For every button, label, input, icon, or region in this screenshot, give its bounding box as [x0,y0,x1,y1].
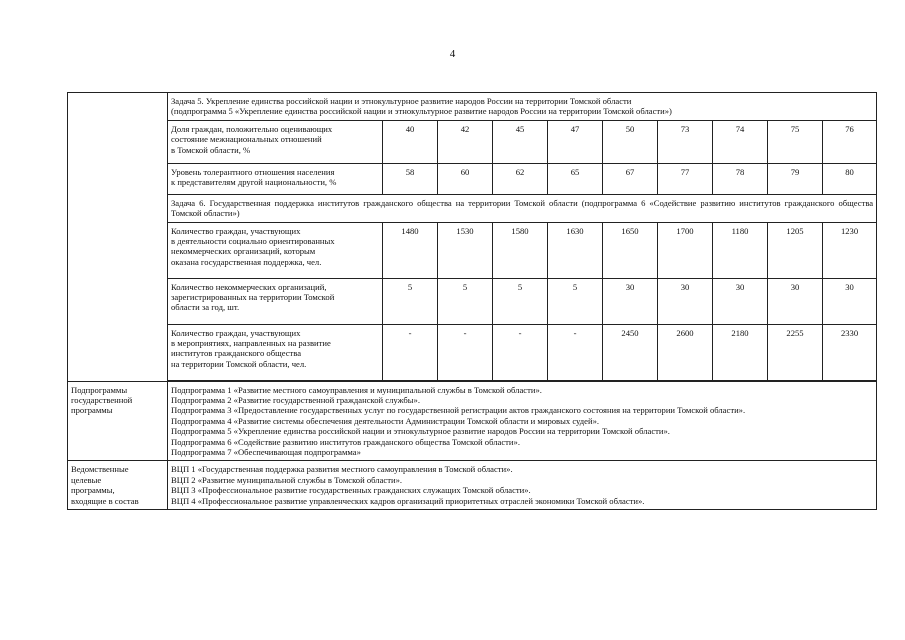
task5-header-row [68,93,877,121]
label-line: зарегистрированных на территории Томской [171,292,335,303]
indicator-label [168,324,383,380]
vcp-label [68,461,168,510]
value-cell: 5 [438,278,493,324]
value-cell: 30 [823,278,877,324]
value-cell: 2180 [713,324,768,380]
value-cell: 67 [603,163,658,194]
value-cell: 76 [823,120,877,163]
label-line: Количество граждан, участвующих [171,327,301,338]
value-cell: 73 [658,120,713,163]
value-cell: 2255 [768,324,823,380]
value-cell: 77 [658,163,713,194]
value-cell: 74 [713,120,768,163]
subprogram-item: Подпрограмма 2 «Развитие государственной гражданской службы». [171,395,420,406]
indicators-table [67,92,877,510]
value-cell: 2330 [823,324,877,380]
value-cell: 45 [493,120,548,163]
value-cell: 1650 [603,222,658,278]
indicator-label [168,222,383,278]
table-row [68,324,877,380]
subprogram-item: Подпрограмма 6 «Содействие развитию институтов гражданского общества Томской области». [171,436,520,447]
label-line: Уровень толерантного отношения населения [171,166,335,177]
label-line: институтов гражданского общества [171,348,302,359]
value-cell: 30 [768,278,823,324]
label-line: области за год, шт. [171,302,240,313]
vcp-item: ВЦП 4 «Профессиональное развитие управленческих кадров организаций приоритетных отраслей экономики Томской области». [171,495,645,506]
table-row [68,163,877,194]
value-cell: 40 [383,120,438,163]
value-cell: 1230 [823,222,877,278]
value-cell: 75 [768,120,823,163]
value-cell: - [438,324,493,380]
vcp-row [68,461,877,510]
table-row [68,120,877,163]
value-cell: 5 [548,278,603,324]
value-cell: 1530 [438,222,493,278]
label-line: на территории Томской области, чел. [171,358,307,369]
value-cell: 1630 [548,222,603,278]
value-cell: - [548,324,603,380]
label-line: к представителям другой национальности, % [171,177,337,188]
label-line: некоммерческих организаций, которым [171,246,316,257]
label-line: оказана государственная поддержка, чел. [171,256,322,267]
indicator-label [168,163,383,194]
subprogram-item: Подпрограмма 1 «Развитие местного самоуправления и муниципальной службы в Томской области». [171,384,542,395]
value-cell: 1480 [383,222,438,278]
label-line: государственной [71,395,133,406]
value-cell: 1580 [493,222,548,278]
subprogram-item: Подпрограмма 5 «Укрепление единства российской нации и этнокультурное развитие народов России на территории Томской области». [171,426,670,437]
value-cell: 80 [823,163,877,194]
value-cell: 2450 [603,324,658,380]
label-line: Количество граждан, участвующих [171,225,301,236]
subprogram-item: Подпрограмма 3 «Предоставление государственных услуг по государственной регистрации актов гражданского состояния на территории Томской области». [171,405,746,416]
value-cell: 5 [383,278,438,324]
subprogram-item: Подпрограмма 4 «Развитие системы обеспечения деятельности Администрации Томской области и мировых судей». [171,415,600,426]
subprograms-row [68,381,877,461]
label-line: в мероприятиях, направленных на развитие [171,338,331,349]
table-row [68,278,877,324]
value-cell: 47 [548,120,603,163]
value-cell: - [493,324,548,380]
value-cell: 62 [493,163,548,194]
value-cell: 2600 [658,324,713,380]
task6-header-row [68,194,877,222]
value-cell: 65 [548,163,603,194]
value-cell: - [383,324,438,380]
value-cell: 42 [438,120,493,163]
vcp-item: ВЦП 3 «Профессиональное развитие государственных гражданских служащих Томской области». [171,485,531,496]
value-cell: 1205 [768,222,823,278]
label-line: Доля граждан, положительно оценивающих [171,123,333,134]
label-line: в деятельности социально ориентированных [171,236,335,247]
value-cell: 5 [493,278,548,324]
vcp-item: ВЦП 2 «Развитие муниципальной службы в Томской области». [171,474,403,485]
value-cell: 30 [713,278,768,324]
value-cell: 1180 [713,222,768,278]
label-line: в Томской области, % [171,144,251,155]
task5-title-line1: Задача 5. Укрепление единства российской нации и этнокультурное развитие народов России на территории Томской области [171,96,632,106]
value-cell: 50 [603,120,658,163]
label-line: целевые [71,474,102,485]
subprograms-label [68,381,168,461]
indicator-label [168,278,383,324]
page-number: 4 [449,48,456,60]
task5-title-line2: (подпрограмма 5 «Укрепление единства российской нации и этнокультурное развитие народов России на территории Томской области») [171,106,672,117]
value-cell: 78 [713,163,768,194]
vcp-list [168,461,877,510]
label-line: состояние межнациональных отношений [171,134,322,145]
label-line: Подпрограммы [71,384,128,395]
empty-left-cell [68,93,168,382]
label-line: входящие в состав [71,495,139,506]
value-cell: 79 [768,163,823,194]
value-cell: 60 [438,163,493,194]
task6-title: Задача 6. Государственная поддержка институтов гражданского общества на территории Томской области (подпрограмма 6 «Содействие развитию институтов гражданского общества Томской области») [168,194,877,222]
label-line: программы, [71,485,115,496]
value-cell: 1700 [658,222,713,278]
value-cell: 58 [383,163,438,194]
value-cell: 30 [658,278,713,324]
label-line: программы [71,405,113,416]
indicator-label [168,120,383,163]
subprograms-list [168,381,877,461]
table-row [68,222,877,278]
label-line: Количество некоммерческих организаций, [171,281,327,292]
task5-title [168,93,877,121]
vcp-item: ВЦП 1 «Государственная поддержка развития местного самоуправления в Томской области». [171,464,513,475]
subprogram-item: Подпрограмма 7 «Обеспечивающая подпрограмма» [171,447,361,458]
value-cell: 30 [603,278,658,324]
label-line: Ведомственные [71,464,129,475]
